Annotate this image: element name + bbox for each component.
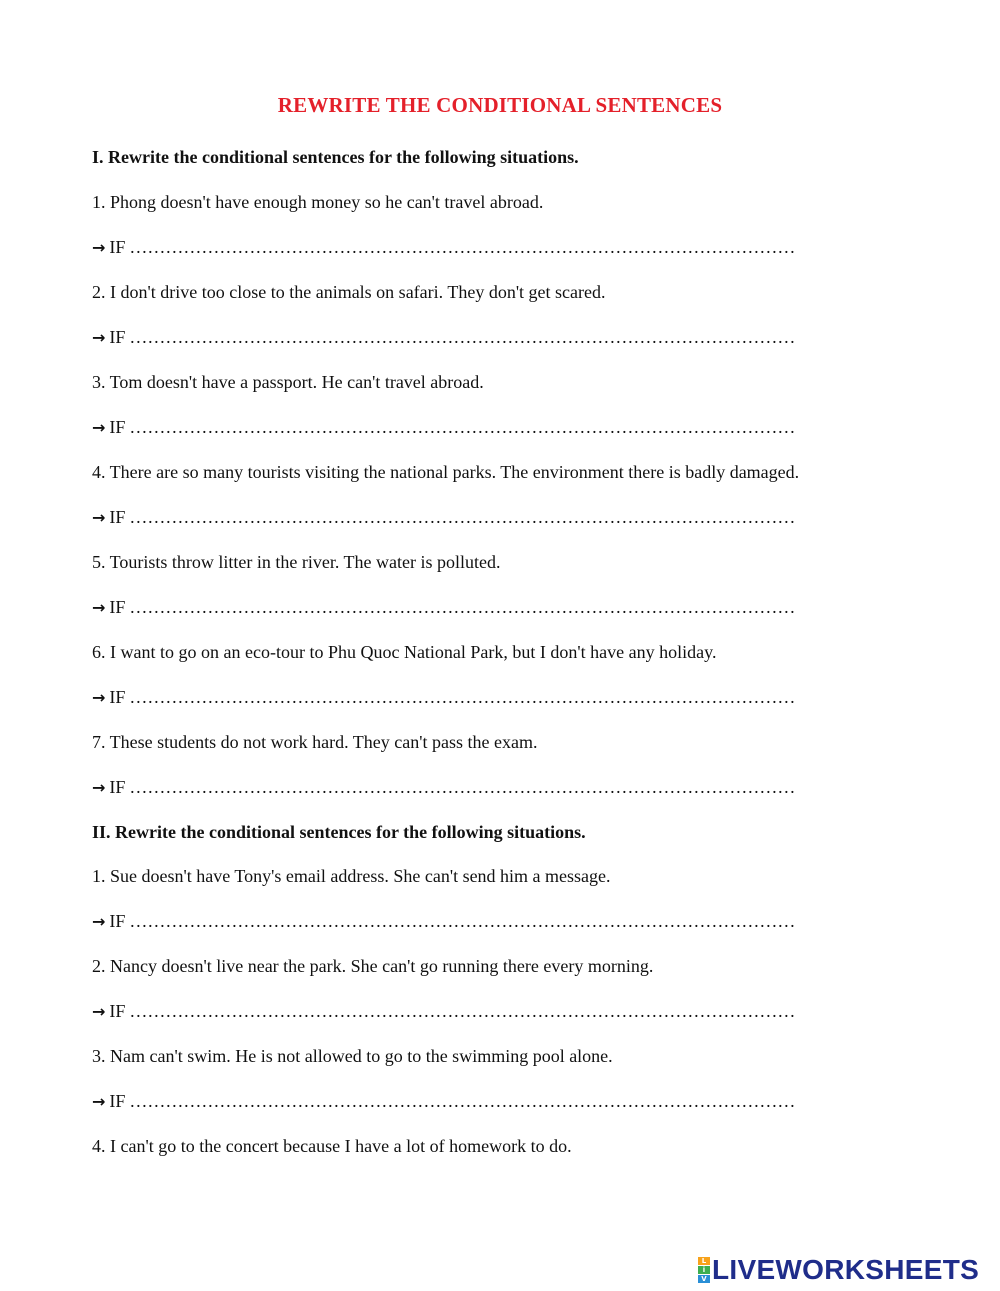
if-label: IF <box>109 1091 126 1111</box>
answer-blank[interactable]: ………………………………………………………………………………………………… <box>129 687 796 707</box>
answer-blank[interactable]: ………………………………………………………………………………………………… <box>129 1091 796 1111</box>
question-2-4: 4. I can't go to the concert because I have a lot of homework to do. <box>92 1136 572 1156</box>
question-1-2: 2. I don't drive too close to the animals on safari. They don't get scared. <box>92 282 606 302</box>
arrow-icon: → <box>92 778 106 797</box>
arrow-icon: → <box>92 912 106 931</box>
arrow-icon: → <box>92 508 106 527</box>
answer-line-1-7[interactable] <box>92 776 795 799</box>
question-1-7: 7. These students do not work hard. They can't pass the exam. <box>92 732 538 752</box>
if-label: IF <box>109 597 126 617</box>
if-label: IF <box>109 327 126 347</box>
answer-blank[interactable]: ………………………………………………………………………………………………… <box>129 777 796 797</box>
liveworksheets-logo <box>698 1255 979 1285</box>
question-1-4: 4. There are so many tourists visiting the national parks. The environment there is badly damaged. <box>92 462 800 482</box>
answer-line-1-5[interactable] <box>92 596 795 619</box>
if-label: IF <box>109 1001 126 1021</box>
logo-block: L <box>698 1257 710 1265</box>
arrow-icon: → <box>92 1092 106 1111</box>
section-2-heading: II. Rewrite the conditional sentences for the following situations. <box>92 822 586 842</box>
question-2-2: 2. Nancy doesn't live near the park. She can't go running there every morning. <box>92 956 654 976</box>
section-1-heading: I. Rewrite the conditional sentences for the following situations. <box>92 147 579 167</box>
answer-line-2-2[interactable] <box>92 1000 795 1023</box>
arrow-icon: → <box>92 418 106 437</box>
answer-blank[interactable]: ………………………………………………………………………………………………… <box>129 911 796 931</box>
if-label: IF <box>109 777 126 797</box>
answer-blank[interactable]: ………………………………………………………………………………………………… <box>129 597 796 617</box>
arrow-icon: → <box>92 238 106 257</box>
arrow-icon: → <box>92 328 106 347</box>
logo-text: LIVEWORKSHEETS <box>712 1254 980 1285</box>
answer-line-1-1[interactable] <box>92 236 795 259</box>
answer-blank[interactable]: ………………………………………………………………………………………………… <box>129 327 796 347</box>
if-label: IF <box>109 687 126 707</box>
arrow-icon: → <box>92 598 106 617</box>
answer-blank[interactable]: ………………………………………………………………………………………………… <box>129 1001 796 1021</box>
answer-line-1-6[interactable] <box>92 686 795 709</box>
answer-line-1-4[interactable] <box>92 506 795 529</box>
logo-block: V <box>698 1275 710 1283</box>
question-1-1: 1. Phong doesn't have enough money so he can't travel abroad. <box>92 192 544 212</box>
logo-blocks-icon <box>698 1257 710 1283</box>
logo-block: i <box>698 1266 710 1274</box>
answer-line-2-1[interactable] <box>92 910 795 933</box>
question-1-5: 5. Tourists throw litter in the river. The water is polluted. <box>92 552 501 572</box>
answer-blank[interactable]: ………………………………………………………………………………………………… <box>129 507 796 527</box>
if-label: IF <box>109 507 126 527</box>
if-label: IF <box>109 417 126 437</box>
if-label: IF <box>109 237 126 257</box>
question-2-1: 1. Sue doesn't have Tony's email address. She can't send him a message. <box>92 866 611 886</box>
question-1-6: 6. I want to go on an eco-tour to Phu Quoc National Park, but I don't have any holiday. <box>92 642 717 662</box>
question-2-3: 3. Nam can't swim. He is not allowed to go to the swimming pool alone. <box>92 1046 613 1066</box>
if-label: IF <box>109 911 126 931</box>
page-title: REWRITE THE CONDITIONAL SENTENCES <box>277 93 723 117</box>
answer-blank[interactable]: ………………………………………………………………………………………………… <box>129 417 796 437</box>
answer-line-2-3[interactable] <box>92 1090 795 1113</box>
arrow-icon: → <box>92 1002 106 1021</box>
answer-blank[interactable]: ………………………………………………………………………………………………… <box>129 237 796 257</box>
question-1-3: 3. Tom doesn't have a passport. He can't travel abroad. <box>92 372 484 392</box>
answer-line-1-3[interactable] <box>92 416 795 439</box>
arrow-icon: → <box>92 688 106 707</box>
answer-line-1-2[interactable] <box>92 326 795 349</box>
